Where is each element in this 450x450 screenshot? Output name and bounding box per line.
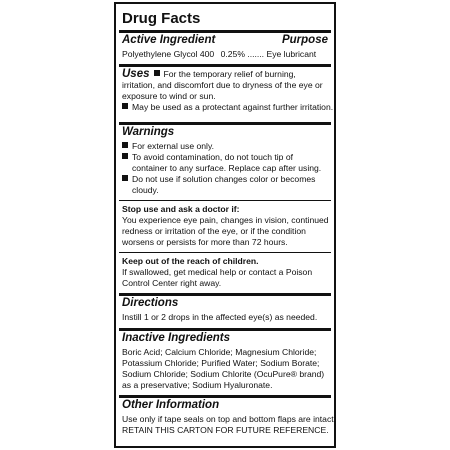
- stop-use-text: [122, 215, 329, 248]
- warnings-item-2-line-1: To avoid contamination, do not touch tip of: [132, 152, 293, 162]
- inactive-ingredients-heading: Inactive Ingredients: [122, 332, 231, 344]
- directions-heading: Directions: [122, 297, 179, 309]
- leader-dots: .......: [247, 49, 265, 59]
- divider: [119, 395, 331, 398]
- active-ingredient-heading: Active Ingredient: [122, 34, 216, 46]
- other-line-2: RETAIN THIS CARTON FOR FUTURE REFERENCE.: [122, 425, 329, 435]
- divider: [119, 64, 331, 67]
- uses-section: [122, 69, 333, 113]
- bullet-icon: [122, 142, 128, 148]
- bullet-icon: [122, 175, 128, 181]
- inactive-line-2: Potassium Chloride; Purified Water; Sodium Borate;: [122, 358, 320, 368]
- inactive-line-4: as a preservative; Sodium Hyaluronate.: [122, 380, 273, 390]
- inactive-ingredients-text: [122, 347, 324, 391]
- divider: [119, 293, 331, 296]
- uses-heading: Uses: [122, 68, 150, 80]
- ingredient-name: Polyethylene Glycol 400: [122, 49, 215, 59]
- ingredient-purpose: Eye lubricant: [266, 49, 317, 59]
- divider: [119, 328, 331, 331]
- uses-item-1-line-2: irritation, and discomfort due to dryness of the eye or: [122, 80, 323, 90]
- divider: [119, 200, 331, 201]
- keep-out-line-2: Control Center right away.: [122, 278, 222, 288]
- active-ingredient-row: [122, 49, 316, 60]
- keep-out-line-1: If swallowed, get medical help or contact a Poison: [122, 267, 313, 277]
- warnings-item-1: For external use only.: [132, 141, 214, 151]
- bullet-icon: [154, 70, 160, 76]
- warnings-item-3-line-2: cloudy.: [132, 185, 159, 195]
- divider: [119, 30, 331, 33]
- warnings-item-2-line-2: container to any surface. Replace cap after using.: [132, 163, 322, 173]
- bullet-icon: [122, 153, 128, 159]
- inactive-line-1: Boric Acid; Calcium Chloride; Magnesium Chloride;: [122, 347, 317, 357]
- stop-use-line-1: You experience eye pain, changes in vision, continued: [122, 215, 329, 225]
- divider: [119, 122, 331, 125]
- keep-out-heading: Keep out of the reach of children.: [122, 256, 259, 266]
- warnings-heading: Warnings: [122, 126, 175, 138]
- warnings-list: [122, 141, 321, 196]
- inactive-line-3: Sodium Chloride; Sodium Chlorite (OcuPure® brand): [122, 369, 325, 379]
- uses-item-1-line-3: exposure to wind or sun.: [122, 91, 216, 101]
- uses-item-2: May be used as a protectant against further irritation.: [132, 102, 334, 112]
- ingredient-amount: 0.25%: [220, 49, 245, 59]
- other-information-text: [122, 414, 336, 436]
- stop-use-line-3: worsens or persists for more than 72 hours.: [122, 237, 288, 247]
- purpose-heading: Purpose: [281, 34, 328, 46]
- bullet-icon: [122, 103, 128, 109]
- stop-use-heading: Stop use and ask a doctor if:: [122, 204, 240, 214]
- drug-facts-panel: [114, 2, 336, 448]
- directions-text: Instill 1 or 2 drops in the affected eye(s) as needed.: [122, 312, 318, 322]
- divider: [119, 252, 331, 253]
- keep-out-text: [122, 267, 312, 289]
- drug-facts-title: Drug Facts: [122, 10, 201, 27]
- other-line-1: Use only if tape seals on top and bottom flaps are intact.: [122, 414, 337, 424]
- uses-item-1-line-1: For the temporary relief of burning,: [163, 69, 296, 79]
- other-information-heading: Other Information: [122, 399, 220, 411]
- stop-use-line-2: redness or irritation of the eye, or if the condition: [122, 226, 306, 236]
- warnings-item-3-line-1: Do not use if solution changes color or becomes: [132, 174, 316, 184]
